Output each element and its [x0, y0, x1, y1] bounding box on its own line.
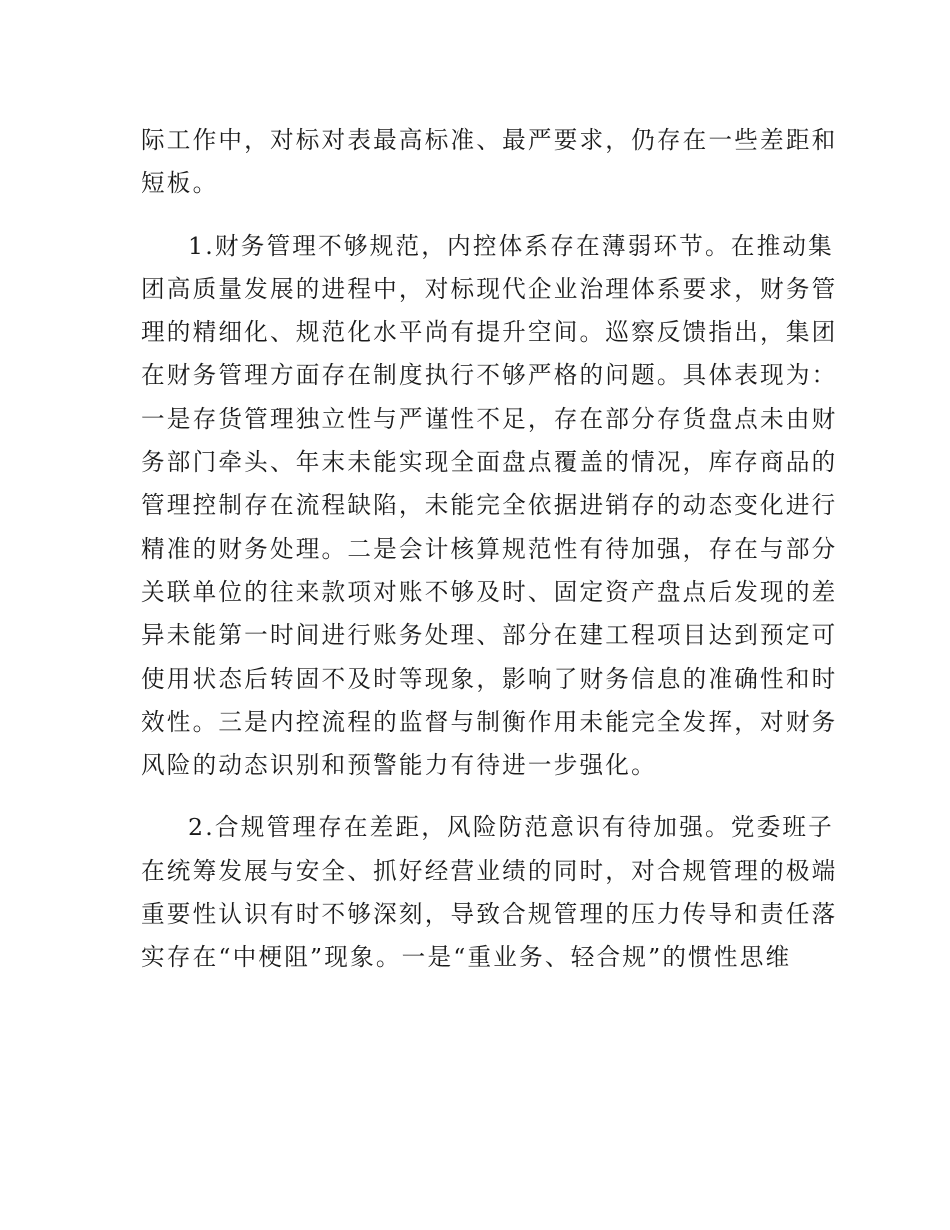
paragraph-2 [141, 225, 838, 788]
paragraph-spacer [141, 206, 811, 225]
paragraph-spacer [141, 787, 811, 806]
text-line: 风险的动态识别和预警能力有待进一步强化。 [141, 751, 657, 780]
text-line: 精准的财务处理。二是会计核算规范性有待加强，存在与部分 [141, 534, 838, 563]
text-line: 使用状态后转固不及时等现象，影响了财务信息的准确性和时 [141, 664, 838, 693]
text-line: 在财务管理方面存在制度执行不够严格的问题。具体表现为： [141, 361, 838, 390]
text-line: 异未能第一时间进行账务处理、部分在建工程项目达到预定可 [141, 621, 838, 650]
text-line: 重要性认识有时不够深刻，导致合规管理的压力传导和责任落 [141, 900, 838, 929]
text-line: 短板。 [141, 169, 219, 198]
text-line: 际工作中，对标对表最高标准、最严要求，仍存在一些差距和 [141, 126, 838, 154]
text-line: 在统筹发展与安全、抓好经营业绩的同时，对合规管理的极端 [141, 856, 838, 885]
text-line: 1.财务管理不够规范，内控体系存在薄弱环节。在推动集 [188, 231, 834, 260]
text-line: 2.合规管理存在差距，风险防范意识有待加强。党委班子 [188, 813, 834, 842]
paragraph-3 [141, 806, 838, 979]
text-line: 一是存货管理独立性与严谨性不足，存在部分存货盘点未由财 [141, 404, 838, 433]
text-line: 团高质量发展的进程中，对标现代企业治理体系要求，财务管 [141, 274, 838, 303]
text-line: 务部门牵头、年末未能实现全面盘点覆盖的情况，库存商品的 [141, 448, 838, 477]
paragraph-1 [141, 119, 838, 206]
text-line: 管理控制存在流程缺陷，未能完全依据进销存的动态变化进行 [141, 491, 838, 520]
text-line: 关联单位的往来款项对账不够及时、固定资产盘点后发现的差 [141, 577, 838, 606]
text-line: 理的精细化、规范化水平尚有提升空间。巡察反馈指出，集团 [141, 318, 838, 347]
document-body [141, 119, 838, 980]
text-line: 效性。三是内控流程的监督与制衡作用未能完全发挥，对财务 [141, 707, 838, 736]
text-line: 实存在“中梗阻”现象。一是“重业务、轻合规”的惯性思维 [141, 943, 792, 972]
